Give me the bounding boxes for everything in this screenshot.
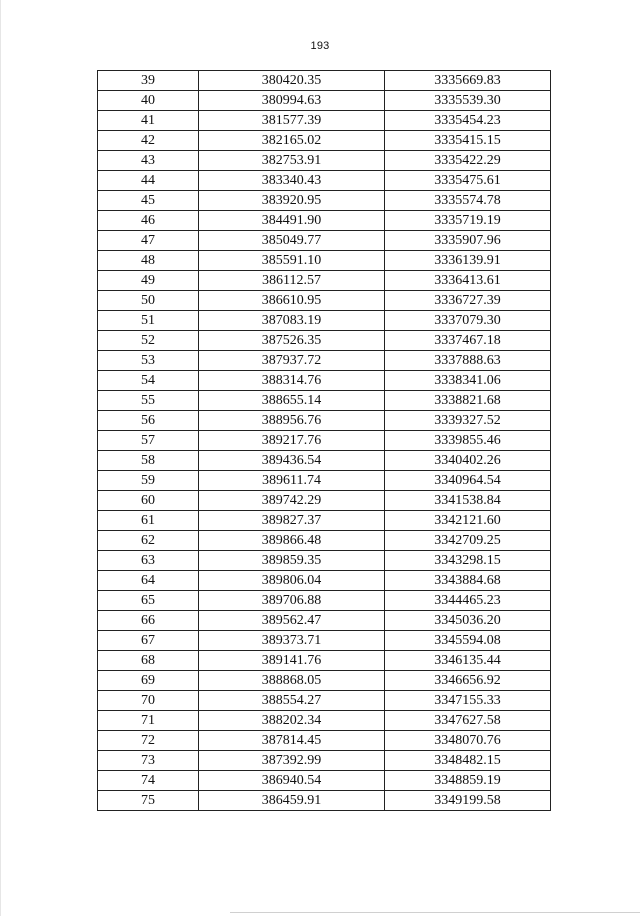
table-row: [98, 151, 551, 171]
x-coordinate-cell: 389373.71: [199, 631, 385, 651]
y-coordinate-cell: 3347627.58: [385, 711, 551, 731]
coordinate-table-container: [97, 70, 550, 811]
x-coordinate-cell: 389859.35: [199, 551, 385, 571]
point-number-cell: 55: [98, 391, 199, 411]
table-row: [98, 191, 551, 211]
table-row: [98, 691, 551, 711]
point-number-cell: 64: [98, 571, 199, 591]
x-coordinate-cell: 388868.05: [199, 671, 385, 691]
point-number-cell: 44: [98, 171, 199, 191]
x-coordinate-cell: 382753.91: [199, 151, 385, 171]
point-number-cell: 69: [98, 671, 199, 691]
table-row: [98, 411, 551, 431]
point-number-cell: 60: [98, 491, 199, 511]
table-row: [98, 451, 551, 471]
x-coordinate-cell: 381577.39: [199, 111, 385, 131]
point-number-cell: 47: [98, 231, 199, 251]
y-coordinate-cell: 3335907.96: [385, 231, 551, 251]
point-number-cell: 65: [98, 591, 199, 611]
point-number-cell: 70: [98, 691, 199, 711]
table-row: [98, 91, 551, 111]
table-row: [98, 351, 551, 371]
x-coordinate-cell: 384491.90: [199, 211, 385, 231]
table-row: [98, 171, 551, 191]
x-coordinate-cell: 387526.35: [199, 331, 385, 351]
table-row: [98, 311, 551, 331]
table-row: [98, 211, 551, 231]
x-coordinate-cell: 389742.29: [199, 491, 385, 511]
point-number-cell: 52: [98, 331, 199, 351]
x-coordinate-cell: 382165.02: [199, 131, 385, 151]
y-coordinate-cell: 3341538.84: [385, 491, 551, 511]
x-coordinate-cell: 389866.48: [199, 531, 385, 551]
table-row: [98, 291, 551, 311]
table-row: [98, 551, 551, 571]
point-number-cell: 43: [98, 151, 199, 171]
x-coordinate-cell: 387083.19: [199, 311, 385, 331]
scan-edge-bottom: [230, 912, 640, 913]
table-row: [98, 591, 551, 611]
y-coordinate-cell: 3335574.78: [385, 191, 551, 211]
coordinate-table-body: [98, 71, 551, 811]
table-row: [98, 771, 551, 791]
x-coordinate-cell: 383340.43: [199, 171, 385, 191]
point-number-cell: 56: [98, 411, 199, 431]
table-row: [98, 111, 551, 131]
point-number-cell: 68: [98, 651, 199, 671]
y-coordinate-cell: 3337467.18: [385, 331, 551, 351]
x-coordinate-cell: 389141.76: [199, 651, 385, 671]
scan-edge-left: [0, 0, 1, 916]
table-row: [98, 731, 551, 751]
point-number-cell: 73: [98, 751, 199, 771]
y-coordinate-cell: 3347155.33: [385, 691, 551, 711]
x-coordinate-cell: 388956.76: [199, 411, 385, 431]
y-coordinate-cell: 3337888.63: [385, 351, 551, 371]
table-row: [98, 651, 551, 671]
x-coordinate-cell: 385591.10: [199, 251, 385, 271]
y-coordinate-cell: 3335422.29: [385, 151, 551, 171]
y-coordinate-cell: 3335539.30: [385, 91, 551, 111]
x-coordinate-cell: 380420.35: [199, 71, 385, 91]
y-coordinate-cell: 3346135.44: [385, 651, 551, 671]
x-coordinate-cell: 387814.45: [199, 731, 385, 751]
point-number-cell: 42: [98, 131, 199, 151]
point-number-cell: 61: [98, 511, 199, 531]
y-coordinate-cell: 3337079.30: [385, 311, 551, 331]
x-coordinate-cell: 388554.27: [199, 691, 385, 711]
y-coordinate-cell: 3348482.15: [385, 751, 551, 771]
point-number-cell: 53: [98, 351, 199, 371]
point-number-cell: 39: [98, 71, 199, 91]
table-row: [98, 231, 551, 251]
y-coordinate-cell: 3346656.92: [385, 671, 551, 691]
x-coordinate-cell: 387392.99: [199, 751, 385, 771]
x-coordinate-cell: 380994.63: [199, 91, 385, 111]
y-coordinate-cell: 3345594.08: [385, 631, 551, 651]
x-coordinate-cell: 383920.95: [199, 191, 385, 211]
x-coordinate-cell: 388314.76: [199, 371, 385, 391]
y-coordinate-cell: 3335454.23: [385, 111, 551, 131]
table-row: [98, 751, 551, 771]
table-row: [98, 331, 551, 351]
point-number-cell: 46: [98, 211, 199, 231]
point-number-cell: 45: [98, 191, 199, 211]
x-coordinate-cell: 389436.54: [199, 451, 385, 471]
point-number-cell: 54: [98, 371, 199, 391]
point-number-cell: 51: [98, 311, 199, 331]
table-row: [98, 491, 551, 511]
table-row: [98, 131, 551, 151]
point-number-cell: 72: [98, 731, 199, 751]
x-coordinate-cell: 387937.72: [199, 351, 385, 371]
y-coordinate-cell: 3335669.83: [385, 71, 551, 91]
point-number-cell: 57: [98, 431, 199, 451]
x-coordinate-cell: 386459.91: [199, 791, 385, 811]
y-coordinate-cell: 3335415.15: [385, 131, 551, 151]
y-coordinate-cell: 3345036.20: [385, 611, 551, 631]
y-coordinate-cell: 3344465.23: [385, 591, 551, 611]
point-number-cell: 41: [98, 111, 199, 131]
point-number-cell: 67: [98, 631, 199, 651]
y-coordinate-cell: 3339327.52: [385, 411, 551, 431]
y-coordinate-cell: 3340402.26: [385, 451, 551, 471]
x-coordinate-cell: 389562.47: [199, 611, 385, 631]
x-coordinate-cell: 389827.37: [199, 511, 385, 531]
y-coordinate-cell: 3336727.39: [385, 291, 551, 311]
table-row: [98, 271, 551, 291]
table-row: [98, 431, 551, 451]
point-number-cell: 58: [98, 451, 199, 471]
y-coordinate-cell: 3343884.68: [385, 571, 551, 591]
table-row: [98, 611, 551, 631]
y-coordinate-cell: 3339855.46: [385, 431, 551, 451]
table-row: [98, 371, 551, 391]
x-coordinate-cell: 386112.57: [199, 271, 385, 291]
y-coordinate-cell: 3335475.61: [385, 171, 551, 191]
table-row: [98, 711, 551, 731]
x-coordinate-cell: 389806.04: [199, 571, 385, 591]
table-row: [98, 671, 551, 691]
point-number-cell: 71: [98, 711, 199, 731]
y-coordinate-cell: 3336139.91: [385, 251, 551, 271]
x-coordinate-cell: 388655.14: [199, 391, 385, 411]
table-row: [98, 391, 551, 411]
table-row: [98, 511, 551, 531]
x-coordinate-cell: 389217.76: [199, 431, 385, 451]
x-coordinate-cell: 386610.95: [199, 291, 385, 311]
table-row: [98, 471, 551, 491]
table-row: [98, 251, 551, 271]
x-coordinate-cell: 389611.74: [199, 471, 385, 491]
table-row: [98, 71, 551, 91]
coordinate-table: [97, 70, 551, 811]
point-number-cell: 75: [98, 791, 199, 811]
y-coordinate-cell: 3348859.19: [385, 771, 551, 791]
point-number-cell: 40: [98, 91, 199, 111]
y-coordinate-cell: 3335719.19: [385, 211, 551, 231]
y-coordinate-cell: 3338341.06: [385, 371, 551, 391]
x-coordinate-cell: 386940.54: [199, 771, 385, 791]
y-coordinate-cell: 3342121.60: [385, 511, 551, 531]
y-coordinate-cell: 3348070.76: [385, 731, 551, 751]
point-number-cell: 62: [98, 531, 199, 551]
page-number: 193: [310, 40, 330, 52]
x-coordinate-cell: 388202.34: [199, 711, 385, 731]
point-number-cell: 59: [98, 471, 199, 491]
y-coordinate-cell: 3349199.58: [385, 791, 551, 811]
point-number-cell: 50: [98, 291, 199, 311]
x-coordinate-cell: 389706.88: [199, 591, 385, 611]
table-row: [98, 571, 551, 591]
y-coordinate-cell: 3338821.68: [385, 391, 551, 411]
table-row: [98, 791, 551, 811]
point-number-cell: 49: [98, 271, 199, 291]
y-coordinate-cell: 3340964.54: [385, 471, 551, 491]
y-coordinate-cell: 3343298.15: [385, 551, 551, 571]
y-coordinate-cell: 3336413.61: [385, 271, 551, 291]
table-row: [98, 531, 551, 551]
point-number-cell: 66: [98, 611, 199, 631]
point-number-cell: 63: [98, 551, 199, 571]
table-row: [98, 631, 551, 651]
x-coordinate-cell: 385049.77: [199, 231, 385, 251]
y-coordinate-cell: 3342709.25: [385, 531, 551, 551]
point-number-cell: 74: [98, 771, 199, 791]
point-number-cell: 48: [98, 251, 199, 271]
